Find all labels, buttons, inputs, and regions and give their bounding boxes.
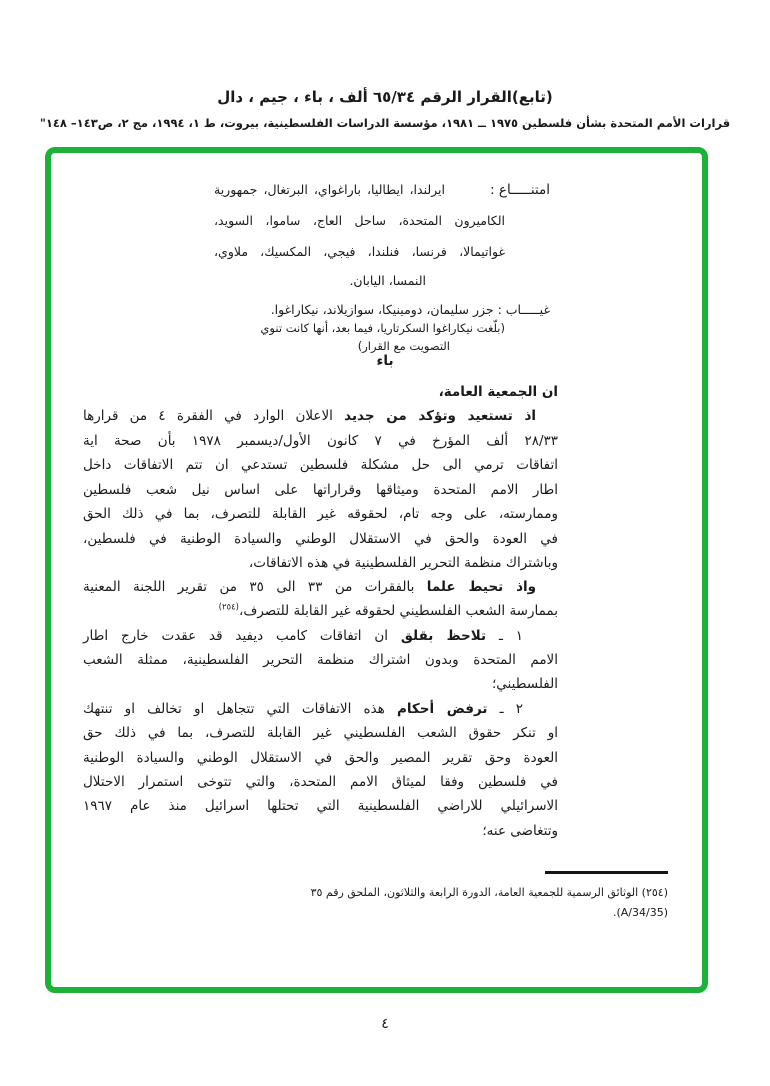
absence-countries: جزر سليمان، دومينيكا، سوازيلاند، نيكاراغوا. (270, 302, 494, 317)
abstention-line: غواتيمالا، فرنسا، فنلندا، فيجي، المكسيك، ملاوي، (214, 244, 505, 259)
preamble-line (83, 407, 536, 426)
footnote-reference: (٢٥٤) (218, 602, 239, 613)
operative-item-line: وتتغاضى عنه؛ (482, 823, 558, 839)
abstention-label: امتنـــــاع : (490, 182, 550, 198)
section-heading: باء (376, 353, 394, 369)
preamble-line: وباشتراك منظمة التحرير الفلسطينية في هذه الاتفاقات، (248, 555, 558, 571)
absence-line (271, 301, 550, 319)
operative-item-line: الامم المتحدة وبدون اشتراك منظمة التحرير الفلسطينية، ممثلة الشعب (83, 652, 558, 668)
operative-item-line: العودة وحق تقرير المصير والحق في الاستقلال الوطني والسيادة الوطنية (83, 750, 558, 766)
secretariat-note-line: التصويت مع القرار) (357, 339, 450, 353)
secretariat-note-line: (بلّغت نيكاراغوا السكرتاريا، فيما بعد، أنها كانت تنوي (260, 321, 505, 335)
footnote-line: (A/34/35). (612, 906, 668, 919)
preamble-line (219, 602, 558, 621)
preamble-line: اطار الامم المتحدة وميثاقها وقراراتها على اساس نيل شعب فلسطين (83, 482, 558, 498)
preamble-line: اتفاقات ترمي الى حل مشكلة فلسطين تستدعي ان تتم الاتفاقات داخل (83, 457, 558, 473)
operative-item-line: الاسرائيلي للاراضي الفلسطينية التي تحتلها اسرائيل منذ عام ١٩٦٧ (83, 798, 558, 814)
operative-item-line: او تنكر حقوق الشعب الفلسطيني غير القابلة للتصرف، بما في ذلك حق (83, 725, 558, 741)
item-lead: ترفض أحكام (396, 701, 488, 717)
abstention-line: الكاميرون المتحدة، ساحل العاج، ساموا، السويد، (214, 213, 505, 228)
page-title: (تابع)القرار الرقم ٦٥/٣٤ ألف ، باء ، جيم ، دال (217, 88, 553, 106)
operative-item-line (83, 700, 523, 719)
preamble-text: بممارسة الشعب الفلسطيني لحقوقه غير القابلة للتصرف، (239, 603, 558, 619)
item-text: هذه الاتفاقات التي تتجاهل او تخالف او تنتهك (83, 701, 397, 717)
footnote-line: (٢٥٤) الوثائق الرسمية للجمعية العامة، الدورة الرابعة والثلاثون، الملحق رقم ٣٥ (310, 886, 668, 899)
source-citation-line: قرارات الأمم المتحدة بشأن فلسطين ١٩٧٥ ــ ١٩٨١، مؤسسة الدراسات الفلسطينية، بيروت، ط ١، ١٩٩٤، مج ٢، ص١٤٣– ١٤٨" (39, 116, 731, 130)
preamble-lead: اذ تستعيد وتؤكد من جديد (344, 408, 537, 424)
operative-item-line (83, 627, 523, 646)
preamble-line (83, 578, 536, 597)
preamble-text: بالفقرات من ٣٣ الى ٣٥ من تقرير اللجنة المعنية (83, 579, 427, 595)
footnote-rule (545, 871, 668, 874)
preamble-text: الاعلان الوارد في الفقرة ٤ من قرارها (83, 408, 345, 424)
page-number: ٤ (381, 1016, 389, 1032)
item-number: ١ ـ (486, 628, 523, 644)
item-number: ٢ ـ (487, 701, 523, 717)
item-text: ان اتفاقات كامب ديفيد قد عقدت خارج اطار (83, 628, 401, 644)
absence-label: غيـــــاب : (497, 302, 550, 317)
preamble-lead: واذ تحيط علما (426, 579, 537, 595)
abstention-line: النمسا، اليابان. (349, 273, 426, 288)
abstention-line: ايرلندا، ايطاليا، باراغواي، البرتغال، جمهورية (214, 182, 445, 197)
operative-item-line: في فلسطين وفقا لميثاق الامم المتحدة، والتي تتوخى استمرار الاحتلال (83, 774, 558, 790)
preamble-opening: ان الجمعية العامة، (438, 384, 558, 400)
item-lead: تلاحظ بقلق (400, 628, 487, 644)
operative-item-line: الفلسطيني؛ (492, 676, 558, 692)
preamble-line: وممارسته، على وجه تام، لحقوقه غير القابلة للتصرف، بما في ذلك الحق (83, 506, 558, 522)
preamble-line: في العودة والحق في الاستقلال الوطني والسيادة الوطنية في فلسطين، (83, 531, 558, 547)
preamble-line: ٢٨/٣٣ ألف المؤرخ في ٧ كانون الأول/ديسمبر ١٩٧٨ بأن صحة اية (83, 433, 558, 449)
